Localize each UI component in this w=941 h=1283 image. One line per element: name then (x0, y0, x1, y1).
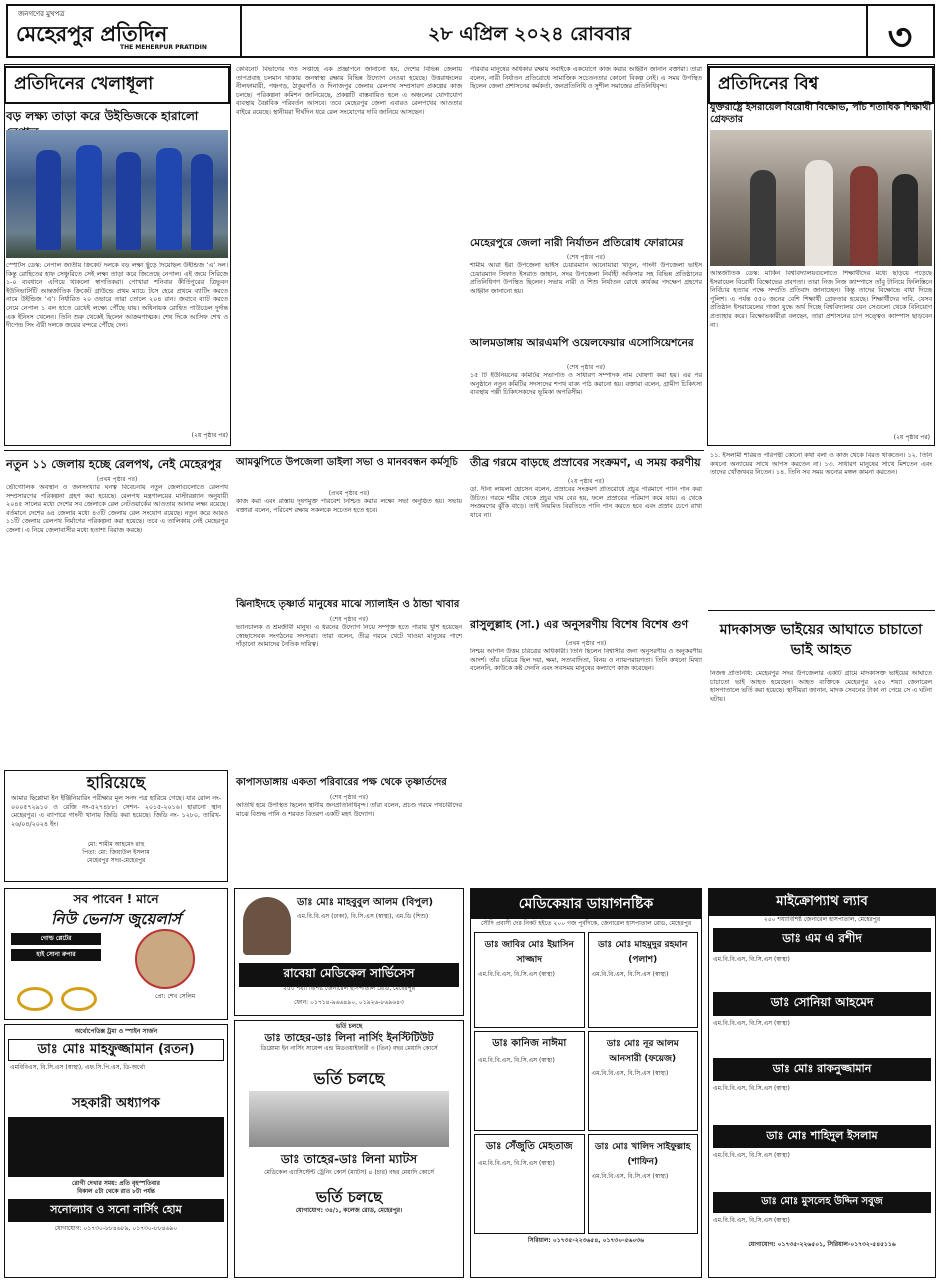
doc1-hospital: সনোল্যাব ও সনো নার্সিং হোম (8, 1199, 224, 1222)
page-number: ৩ (887, 15, 913, 59)
ring-icon (17, 987, 53, 1011)
jewel-owner: প্রো: শেখ সেলিম (154, 993, 196, 1000)
rule (708, 610, 935, 611)
center-col1-body: কেবিনেট বিভাগের গত সপ্তাহে এক প্রজ্ঞাপনে জানানো হয়, দেশের বিভিন্ন জেলায় তাপপ্রবাহ চলমান থাকায় জনস্বাস্থ্য রক্ষায় বিভিন্ন উদ্যোগ নেওয়া হয়েছে। উত্তরাঞ্চলের নীলফামারী, পঞ্চগড়, ঠাকুরগাঁও ও দিনাজপুর জেলায় রেলপথ সম্প্রসারণ প্রকল্পের কাজ চলছে। পরিকল্পনা কমিশন জানিয়েছে, প্রকল্পটি বাস্তবায়িত হলে এ অঞ্চলের যোগাযোগ ব্যবস্থায় বৈপ্লবিক পরিবর্তন আসবে। তবে মেহেরপুর জেলা এবারও রেলপথের আওতার বাইরে রয়েছে। স্থানীয়রা দীর্ঘদিন ধরে রেল সংযোগের দাবি জানিয়ে আসছেন। (236, 66, 462, 116)
medicare-doctor-5: ডাঃ সেঁজুতি মেহতাজ (485, 1141, 573, 1152)
section-world: প্রতিদিনের বিশ্ব (708, 66, 934, 104)
medicare-degree: এম.বি.বি.এস, বি.সি.এস (স্বাস্থ্য) (478, 1160, 555, 1167)
amjhupi-body: কাজ করা এবং রাস্তায় দূষণমুক্ত পরিবেশ নিশ্চিত করার লক্ষ্যে সভা অনুষ্ঠিত হয়। সভায় বক্তারা বলেন, পরিবেশ রক্ষায় সকলকে সচেতন হতে হবে। (236, 498, 462, 514)
doc1-role: সহকারী অধ্যাপক (72, 1096, 160, 1111)
medicare-doctor-card (474, 1031, 585, 1131)
addict-headline: মাদকাসক্ত ভাইয়ের আঘাতে চাচাতো ভাই আহত (719, 622, 923, 658)
rule (4, 450, 704, 451)
doc1-name: ডাঃ মোঃ মাহফুজ্জামান (রতন) (8, 1039, 224, 1061)
rail-body: ভৌগোলিক অবস্থান ও জনসংখ্যার ঘনত্ব বিবেচনায় নতুন জেলাগুলোতে রেলপথ সম্প্রসারণের পরিকল্পনা গ্রহণ করা হয়েছে। রেলপথ মন্ত্রণালয়ের মাস্টারপ্ল্যান অনুযায়ী ২০৪৫ সালের মধ্যে দেশের সব জেলাকে রেল নেটওয়ার্কের আওতায় আনার লক্ষ্য রয়েছে। বর্তমানে দেশের ৬৪ জেলার মধ্যে ৪৩টি জেলায় রেল সংযোগ রয়েছে। নতুন করে আরও ১১টি জেলায় রেলপথ নির্মাণের পরিকল্পনা করা হয়েছে। তবে এ তালিকায় নেই মেহেরপুর জেলা। এ নিয়ে জেলাবাসীর মধ্যে হতাশা বিরাজ করছে। (6, 484, 228, 534)
doc1-services-box (8, 1117, 224, 1177)
medicare-doctor-card (588, 1134, 699, 1234)
lost-body: আমার ছিপ্লোমা ইন ইঞ্জিনিয়ারিং পরীক্ষার মূল সনদ পত্র হারিয়ে গেছে। যার রোল নং- ০০০৫৭২৯১০ ও রেজি নং-৫২৭৪৮৮। সেশন- ২০১৫-২০১৬। হারানো স্থান মেহেরপুর। এ ব্যাপারে গাংনী থানায় জিডি করা হয়েছে। জিডি নং- ১২৮০, তারিখ- ২৬/০৪/২০২৪ ইং। (11, 795, 221, 828)
sports-headline: বড় লক্ষ্য তাড়া করে উইন্ডিজকে হারালো (6, 109, 199, 123)
rasul-headline: রাসুলুল্লাহ (সা.) এর অনুসরণীয় বিশেষ বিশেষ গুণ (470, 618, 689, 631)
medicare-degree: এম.বি.বি.এস, বি.সি.এস (স্বাস্থ্য) (478, 971, 555, 978)
kapasia-sub: (শেষ পৃষ্ঠার পর) (329, 794, 369, 801)
medicare-subtitle: সৌদি প্রবাসী দের নিকট হইতে ২০০ গজ পূর্বদিকে, জেনারেল হাসপাতাল রোড, মেহেরপুর (480, 920, 692, 927)
ad-jewellers (4, 888, 228, 1020)
medicare-degree: এম.বি.বি.এস, বি.সি.এস (স্বাস্থ্য) (478, 1057, 555, 1064)
micropath-subtitle: ২৫০ শয্যাবিশিষ্ট জেনারেল হাসপাতাল, মেহেরপুর (763, 916, 881, 923)
world-more: (২য় পৃষ্ঠার পর) (893, 434, 930, 441)
medicare-doctor-card (474, 932, 585, 1028)
medicare-title: মেডিকেয়ার ডায়াগনষ্টিক (471, 889, 701, 919)
kapasia-body: অতিথি হয়ে উপস্থিত ছিলেন স্থানীয় জনপ্রতিনিধিবৃন্দ। তাঁরা বলেন, প্রচণ্ড গরমে পথচারীদের মাঝে বিশুদ্ধ পানি ও শরবত বিতরণ একটি মহৎ উদ্যোগ। (236, 802, 462, 818)
section-sports: প্রতিদিনের খেলাধূলা (4, 66, 230, 104)
lost-headline: হারিয়েছে (86, 773, 146, 792)
addict-body: নিজস্ব প্রতিনিধি: মেহেরপুর সদর উপজেলার একটি গ্রামে মাদকাসক্ত ভাইয়ের আঘাতে চাচাতো ভাই আহত হয়েছেন। আহত ব্যক্তিকে মেহেরপুর ২৫০ শয্যা জেনারেল হাসপাতালে ভর্তি করা হয়েছে। স্থানীয়রা জানান, মাদক সেবনের টাকা না পেয়ে সে এ ঘটনা ঘটায়। (710, 670, 932, 703)
issue-date: ২৮ এপ্রিল ২০২৪ রোববার (428, 23, 631, 45)
ring-icon (61, 987, 97, 1011)
jewel-line2: হাই সোনা রুপার (11, 949, 101, 961)
micropath-doctor-4: ডাঃ মোঃ শাহিদুল ইসলাম (713, 1125, 931, 1148)
doc1-degrees: এমবিবিএস, বি.সি.এস (স্বাস্থ্য), এফ.সি.পি.এস, ডি-অর্থো (10, 1064, 145, 1071)
taher-contact: যোগাযোগ: ৩৪/১, কলেজ রোড, মেহেরপুর। (295, 1207, 403, 1214)
ad-taher-lina (234, 1020, 464, 1278)
jhenaidah-sub: (শেষ পৃষ্ঠার পর) (329, 616, 369, 623)
world-frame (707, 64, 935, 446)
lost-signature-father: পিতা: মো: জিয়াউল ইসলাম (82, 849, 150, 856)
lost-signature-name: মো: শামীম আহমেদ রাহু (87, 841, 145, 848)
micropath-degree: এম.বি.বি.এস, বি.সি.এস (স্বাস্থ্য) (713, 1020, 790, 1027)
women-forum-headline: মেহেরপুরে জেলা নারী নির্যাতন প্রতিরোধ ফোরামের (470, 237, 684, 249)
taher-title: ডাঃ তাহের-ডাঃ লিনা নার্সিং ইনস্টিটিউট (264, 1032, 434, 1044)
doc1-time: বিকাল ৫টা থেকে রাত ৮টা পর্যন্ত (77, 1188, 155, 1195)
doc1-contact: যোগাযোগ: ০১৭৩০-৮৮৪৬৮৯, ০১৭৩০-৮৮৪৬৯০ (54, 1225, 178, 1232)
bipul-address: ২৫০ শয্যা বিশিষ্ট জেনারেল হাসপাতাল রোড, মেহেরপুর (282, 985, 416, 992)
bipul-degrees: এম.বি.বি.এস (ঢাকা), বি.সি.এস (স্বাস্থ্য), এম.ডি (শিশু) (297, 913, 429, 920)
micropath-doctor-3: ডাঃ মোঃ রাকনুজ্জামান (713, 1058, 931, 1081)
medicare-degree: এম.বি.বি.এস, বি.সি.এস (স্বাস্থ্য) (591, 1173, 669, 1180)
jhenaidah-body: ভ্যানচালক ও শ্রমজীবী মানুষ। এ ধরনের উদ্যোগ নিয়ে সম্পৃক্ত হতে পারায় খুশি হয়েছেন স্বেচ্ছাসেবক সংগঠনের সদস্যরা। তারা বলেন, তীব্র গরমে খেটে খাওয়া মানুষের পাশে দাঁড়ানো আমাদের নৈতিক দায়িত্ব। (236, 624, 462, 649)
bipul-place: রাবেয়া মেডিকেল সার্ভিসেস (239, 963, 459, 987)
jewel-line1: গোল্ড প্লেটের (11, 933, 101, 945)
bipul-name: ডাঃ মোঃ মাহবুবুল আলম (বিপুল) (297, 897, 434, 908)
heat-body: ডা. দীনা লায়লা হোসেন বলেন, প্রস্রাবের সংক্রমণ প্রতিরোধে প্রচুর পরিমাণে পানি পান করা উচিত। গরমে শরীর থেকে প্রচুর ঘাম বের হয়, ফলে প্রস্রাবের পরিমাণ কমে যায়। এ থেকে সংক্রমণের ঝুঁকি বাড়ে। তাই নিয়মিত বিরতিতে পানি পান করতে হবে এবং প্রস্রাব চেপে রাখা যাবে না। (470, 486, 702, 519)
ad-medicare (470, 888, 702, 1278)
world-body: আন্তর্জাতিক ডেস্ক: মার্কিন বিশ্ববিদ্যালয়গুলোতে শিক্ষার্থীদের মধ্যে ছড়িয়ে পড়েছে ইসরায়েল বিরোধী বিক্ষোভের প্রবণতা। তারা নিজ নিজ ক্যাম্পাসে তাঁবু টানিয়ে ফিলিস্তিনে নির্বিচার হত্যার পক্ষে সম্প্রতি প্রতিবাদ জানাচ্ছেন। কিন্তু তাদের বিক্ষোভে বাধা দিচ্ছে পুলিশ। এ পর্যন্ত ৫৫০ জনের বেশি শিক্ষার্থী গ্রেফতার হয়েছে। শিক্ষার্থীদের দাবি, যেসব প্রতিষ্ঠান ইসরায়েলের গাজা যুদ্ধে অর্থ দিচ্ছে বিশ্ববিদ্যালয় যেন সেগুলো থেকে বিনিয়োগ প্রত্যাহার করে। বিক্ষোভকারীরা বলছেন, তারা প্রশাসনের চাপ সত্ত্বেও ক্যাম্পাস ছাড়বেন না। (710, 270, 932, 329)
amjhupi-headline: আমঝুপিতে উপজেলা ডাইলা সভা ও মানববন্ধন কর্মসূচি (236, 457, 458, 468)
medicare-doctor-card (474, 1134, 585, 1234)
medicare-degree: এম.বি.বি.এস, বি.সি.এস (স্বাস্থ্য) (591, 971, 669, 978)
taher-title2: ডাঃ তাহের-ডাঃ লিনা ম্যাটস (280, 1152, 418, 1166)
medicare-doctor-1: ডাঃ জাবির মোঃ ইয়াসিন সাজ্জাদ (484, 940, 574, 965)
newspaper-name-en: THE MEHERPUR PRATIDIN (120, 44, 207, 51)
bipul-phone: ফোন: ০১৭১৪-৯৬৬৪৯০, ০১৯২৬-৮৬৯৬৪৩ (294, 999, 404, 1006)
sports-frame (4, 64, 231, 446)
medicare-doctor-4: ডাঃ মোঃ নূর আলম আনসারী (ফয়েজ) (606, 1039, 679, 1064)
jhenaidah-headline: ঝিনাইদহে তৃষ্ণার্ত মানুষের মাঝে স্যালাইন ও ঠান্ডা খাবার (236, 599, 460, 610)
rasul-sub: (প্রথম পৃষ্ঠার পর) (565, 640, 607, 647)
lost-notice (4, 770, 228, 882)
ad-doctor-mahfuz (4, 1024, 228, 1278)
micropath-degree: এম.বি.বি.এস, বি.সি.এস (স্বাস্থ্য) (713, 1085, 790, 1092)
medicare-doctor-2: ডাঃ মোঃ মাহমুদুর রহমান (পলাশ) (598, 940, 688, 965)
medicare-doctor-6: ডাঃ মোঃ খালিদ সাইফুল্লাহ (শাফিন) (594, 1142, 691, 1167)
center-col2-body: পরিবার মানুষের অধিকার রক্ষায় সবাইকে একযোগে কাজ করার আহ্বান জানান বক্তারা। তারা বলেন, নারী নির্যাতন প্রতিরোধে সামাজিক সচেতনতার কোনো বিকল্প নেই। এ সময় উপস্থিত ছিলেন জেলা প্রশাসনের কর্মকর্তা, জনপ্রতিনিধি ও সুশীল সমাজের প্রতিনিধিবৃন্দ। (470, 66, 702, 91)
doc1-time-label: রোগী দেখার সময়: প্রতি বৃহস্পতিবার (72, 1180, 160, 1187)
owner-photo (135, 929, 195, 989)
world-continued-body: ১১. ইসলামী শরিয়ত পরিপন্থী কোনো কথা বলা ও কাজ থেকে বিরত থাকতেন। ১২. তিনি কখনো অন্যায়ের সাথে আপস করতেন না। ১৩. সাধারণ মানুষের সাথে মিশতেন এবং তাদের খোঁজখবর নিতেন। ১৪. তিনি সব সময় অন্যের মঙ্গল কামনা করতেন। (710, 452, 932, 477)
rail-headline: নতুন ১১ জেলায় হচ্ছে রেলপথ, নেই মেহেরপুর (6, 457, 222, 471)
lost-signature-address: মেহেরপুর সদর-মেহেরপুর (86, 857, 146, 864)
micropath-doctor-2: ডাঃ সোনিয়া আহমেদ (713, 992, 931, 1016)
jewel-name: নিউ ভেনাস জুয়েলার্স (51, 910, 181, 928)
taher-admit: ভর্তি চলছে (313, 1069, 385, 1088)
micropath-degree: এম.বি.বি.এস, বি.সি.এস (স্বাস্থ্য) (713, 956, 790, 963)
taher-course: ডিপ্লোমা ইন নার্সিং সায়েন্স এন্ড মিডওয়াইফারী ৩ (তিন) বছর মেয়াদি কোর্সে (260, 1045, 438, 1052)
micropath-contact: যোগাযোগ: ০১৭৩৫-২২৬৫০১, সিরিয়াল-০১৭৩২-৫৪৫১১৬ (748, 1241, 896, 1248)
world-headline: যুক্তরাষ্ট্রে ইসরায়েল বিরোধী বিক্ষোভ, পাঁচ শতাধিক শিক্ষার্থী গ্রেফতার (710, 102, 932, 125)
group-photo (249, 1091, 449, 1147)
micropath-degree: এম.বি.বি.এস, বি.সি.এস (স্বাস্থ্য) (713, 1217, 790, 1224)
heat-sub: (২য় পৃষ্ঠার পর) (567, 478, 605, 485)
medicare-contact: সিরিয়াল: ০১৭৩৫-২২৩৬৫৪, ০১৭৩০-৫৬০৩৬ (527, 1237, 645, 1244)
jewel-top: সব পাবেন ! মানে (73, 892, 159, 906)
ad-micropath (708, 888, 936, 1278)
rail-sub: (প্রথম পৃষ্ঠার পর) (96, 476, 138, 483)
newspaper-name: মেহেরপুর প্রতিদিন (16, 22, 168, 46)
taher-course2: মেডিকেল এ্যাসিস্টেন্ট ট্রেনিং কোর্স (ম্যাটস) ৪ (চার) বছর মেয়াদি কোর্সে (264, 1169, 434, 1176)
women-forum-body: শামীম আরা ইরা উপজেলা ভাইস চেয়ারম্যান আনোয়ারা খাতুন, গাংনী উপজেলা ভাইস চেয়ারম্যান সিফাত ইসরাত জাহান, সদর উপজেলা নির্বাহী অফিসার সহ বিভিন্ন প্রতিষ্ঠানের প্রতিনিধিগণ উপস্থিত ছিলেন। সভায় নারী ও শিশু নির্যাতন রোধে কার্যকর পদক্ষেপ গ্রহণের আহ্বান জানানো হয়। (470, 262, 702, 295)
sports-more: (২য় পৃষ্ঠার পর) (191, 432, 228, 439)
micropath-doctor-1: ডাঃ এম এ রশীদ (713, 928, 931, 952)
taher-admit-tag: ভর্তি চলছে (335, 1023, 363, 1030)
doc1-title: অর্থোপেডিক্স ট্রমা ও স্পাইন সার্জন (74, 1028, 158, 1035)
micropath-title: মাইক্রোপ্যাথ ল্যাব (709, 889, 935, 916)
heat-headline: তীব্র গরমে বাড়ছে প্রস্রাবের সংক্রমণ, এ সময় করণীয় (470, 456, 701, 469)
sports-body: স্পোর্টস ডেস্ক: নেপাল জাতীয় ক্রিকেট দলকে বড় লক্ষ্য ছুঁড়ে দিয়েছিল উইন্ডিজ ‘এ’ দল। কিন্তু রোহিতের হাফ সেঞ্চুরিতে সেই লক্ষ্য তাড়া করে জিতেছে নেপাল। এই জয়ে সিরিজে ১-০ ব্যবধানে এগিয়ে থাকলো স্বাগতিকরা। পোখারা শনিবার কীর্তিপুরের ত্রিভুবন ইউনিভার্সিটি আন্তর্জাতিক ক্রিকেট গ্রাউন্ডে প্রথম ম্যাচে টসে হেরে প্রথমে ব্যাটিং করতে নামে উইন্ডিজ ‘এ’। নির্ধারিত ২০ ওভারে তারা তোলে ২০৪ রান। জবাবে ব্যাট করতে নেমে নেপাল ১ বল হাতে রেখেই লক্ষ্যে পৌঁছে যায়। অধিনায়ক রোহিত পাউডেল দুর্দান্ত এক ইনিংস খেলেন। তিনি শুরু থেকেই ছিলেন আক্রমণাত্মক। শেষ দিকে আসিফ শেখ ও দীপেন্দ্র সিং ঐরী দলকে জয়ের বন্দরে পৌঁছে দেন। (6, 262, 228, 330)
alamdanga-sub: (শেষ পৃষ্ঠার পর) (566, 364, 606, 371)
medicare-doctor-card (588, 1031, 699, 1131)
divider (866, 6, 868, 56)
divider (240, 6, 242, 56)
kapasia-headline: কাপাসডাঙ্গায় একতা পরিবারের পক্ষ থেকে তৃষ্ণার্তদের (236, 777, 447, 788)
medicare-doctor-card (588, 932, 699, 1028)
rasul-body: নিশ্চয় আপনি উত্তম চরিত্রের অধিকারী। তিনি ছিলেন বিশ্বাসীর জন্য অনুসরণীয় ও অনুকরণীয় আদর্শ। তাঁর চরিত্রে ছিল দয়া, ক্ষমা, সত্যবাদিতা, বিনয় ও ন্যায়পরায়ণতা। তিনি কখনো মিথ্যা বলেননি, কাউকে কষ্ট দেননি এবং সবসময় মানুষের কল্যাণে কাজ করেছেন। (470, 648, 702, 673)
doctor-photo (243, 897, 291, 955)
masthead (6, 4, 935, 58)
medicare-degree: এম.বি.বি.এস, বি.সি.এস (স্বাস্থ্য) (591, 1070, 669, 1077)
tagline: জনগণের মুখপত্র (18, 10, 65, 18)
medicare-doctor-3: ডাঃ কানিজ নাঈমা (492, 1038, 567, 1049)
alamdanga-body: ১৫ টি ইউনিয়নের কমিটির সভাপতি ও সাধারণ সম্পাদক নাম ঘোষণা করা হয়। এর পর অনুষ্ঠানে নতুন কমিটির সদস্যদের শপথ বাক্য পাঠ করানো হয়। বক্তারা বলেন, গ্রামীণ চিকিৎসা ব্যবস্থায় পল্লী চিকিৎসকদের ভূমিকা অপরিসীম। (470, 372, 702, 397)
alamdanga-headline: আলমডাঙ্গায় আরএমপি ওয়েলফেয়ার এসোসিয়েশনের (470, 337, 694, 349)
micropath-degree: এম.বি.বি.এস, বি.সি.এস (স্বাস্থ্য) (713, 1152, 790, 1159)
amjhupi-sub: (প্রথম পৃষ্ঠার পর) (328, 490, 370, 497)
ad-bipul (234, 888, 464, 1016)
micropath-doctor-5: ডাঃ মোঃ মুসলেহ উদ্দিন সবুজ (713, 1192, 931, 1213)
taher-admit2: ভর্তি চলছে (315, 1188, 383, 1206)
women-forum-sub: (শেষ পৃষ্ঠার পর) (566, 254, 606, 261)
